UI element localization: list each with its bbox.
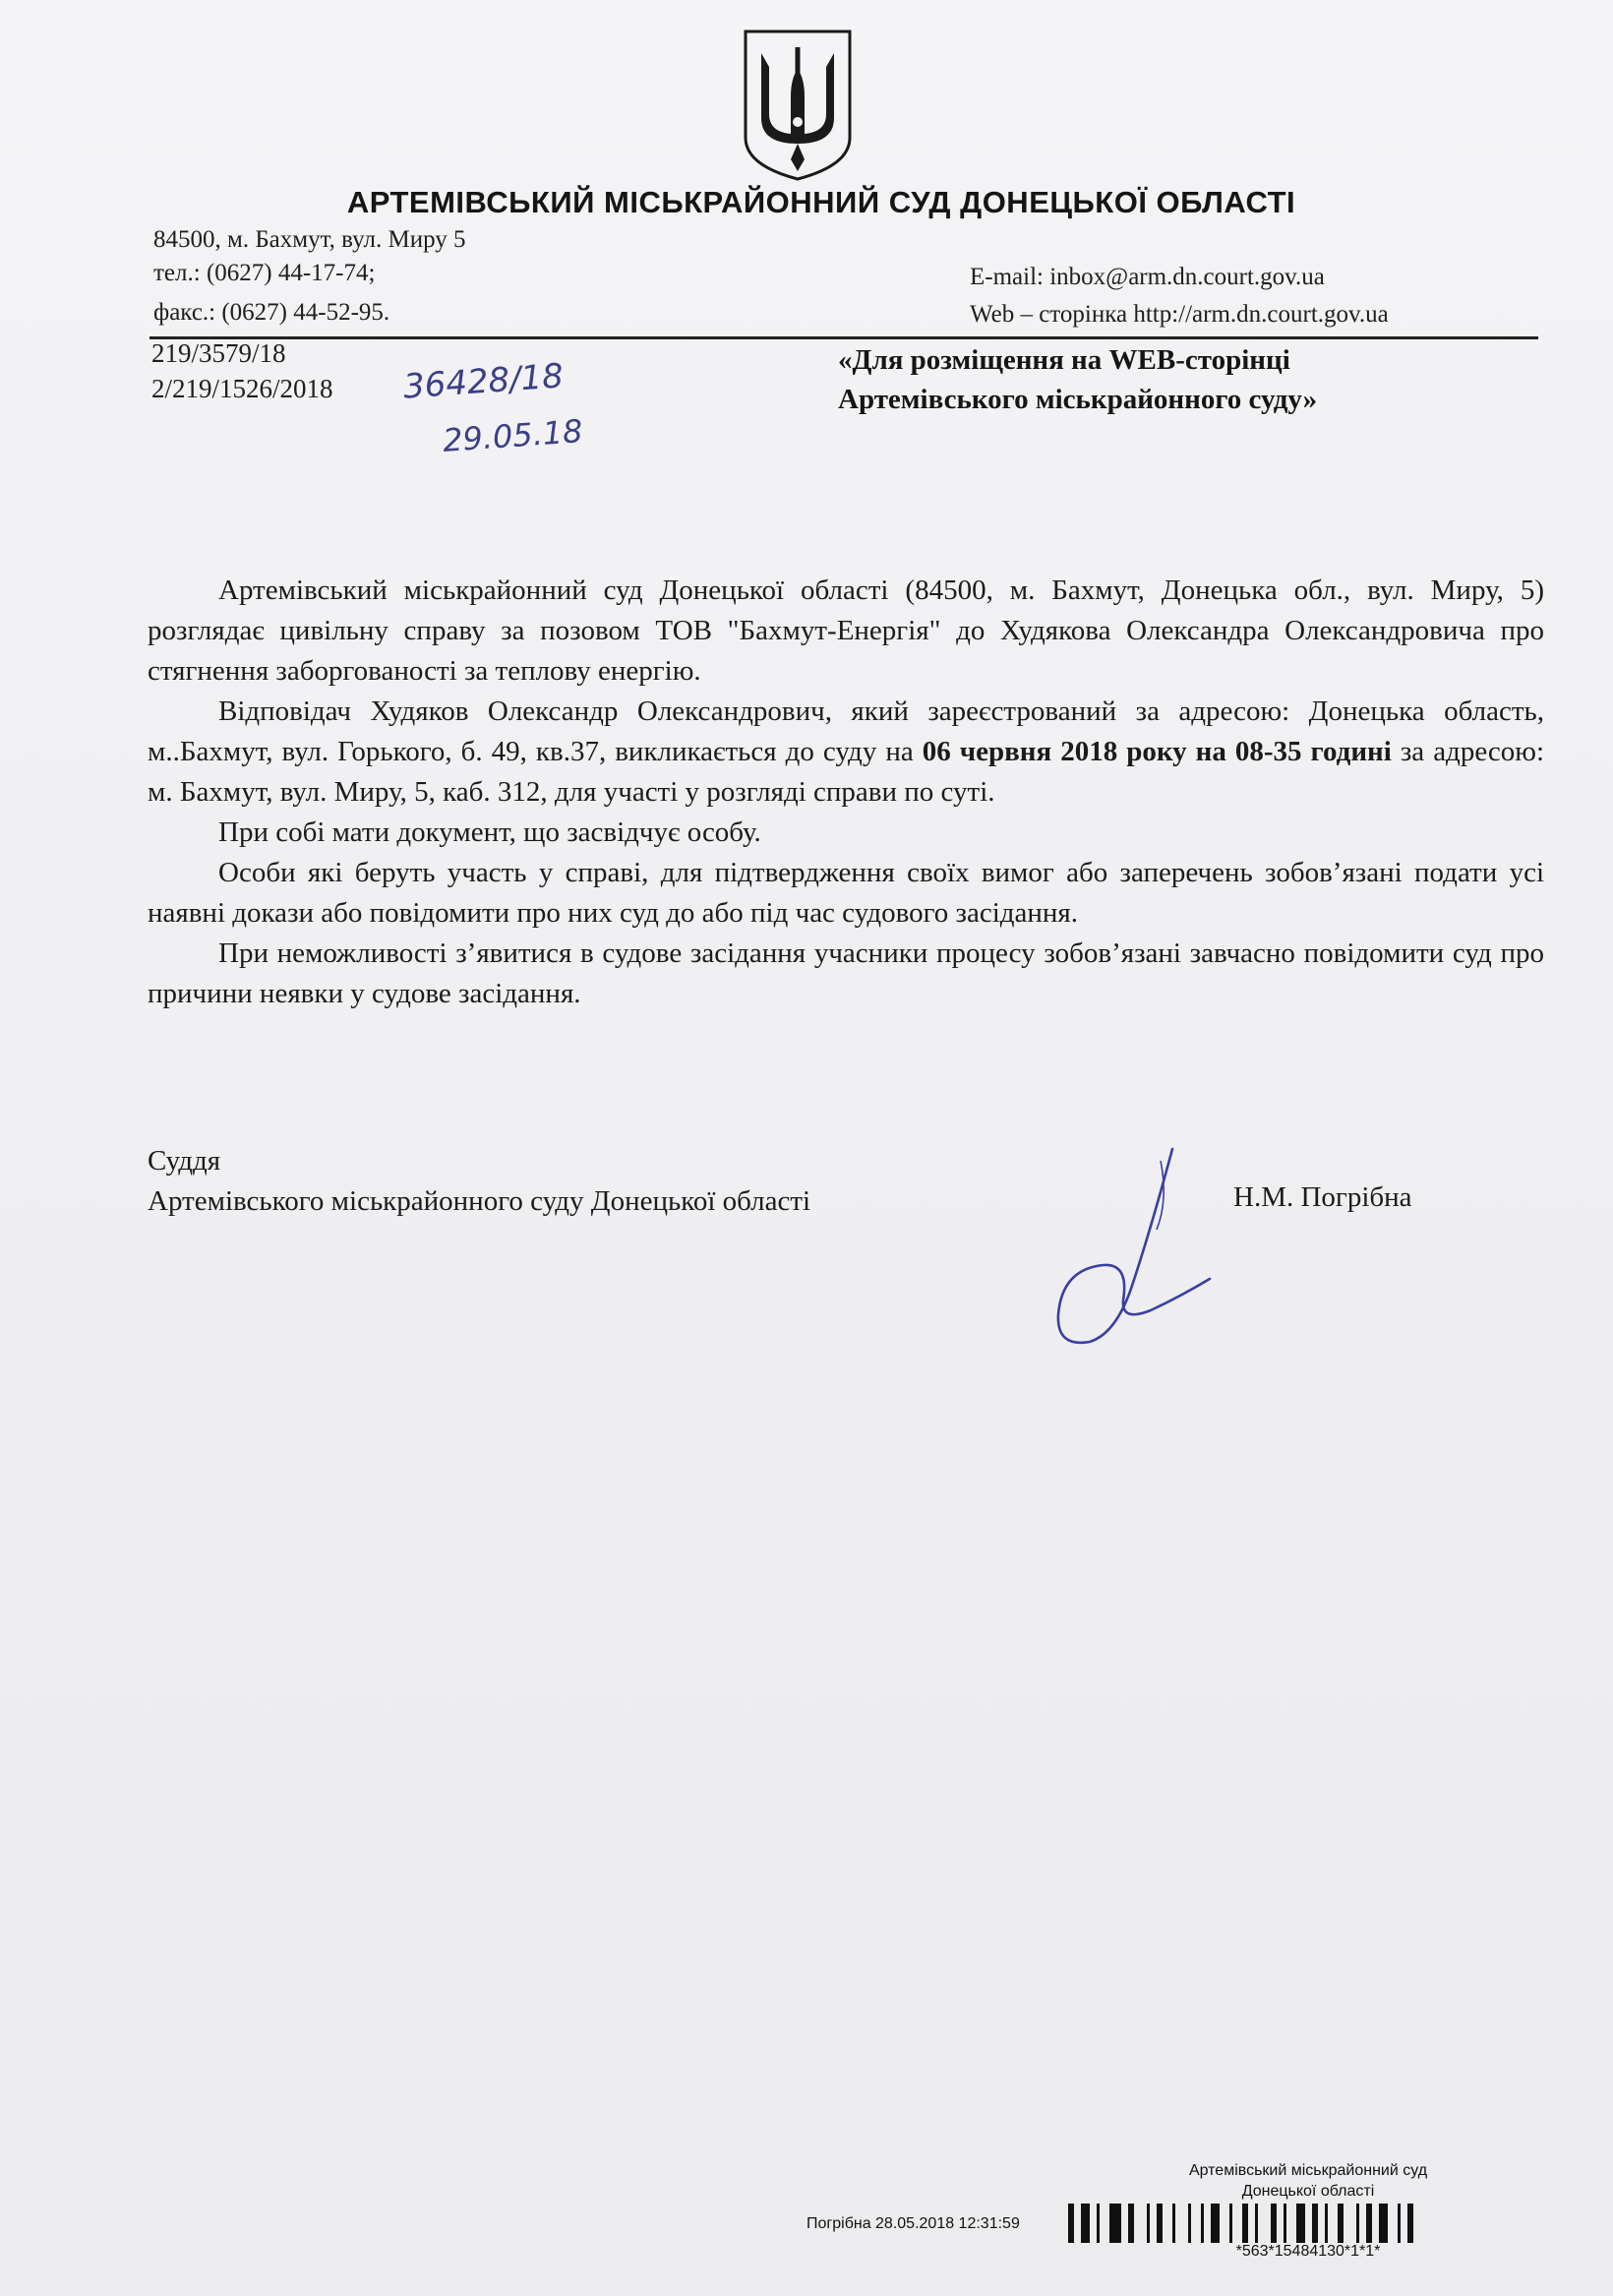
barcode-bar xyxy=(1097,2204,1100,2243)
paragraph-id-document: При собі мати документ, що засвідчує особу. xyxy=(218,816,761,848)
barcode-bar xyxy=(1284,2204,1286,2243)
barcode-bar xyxy=(1398,2204,1401,2243)
barcode-bar xyxy=(1081,2204,1090,2243)
court-phone: тел.: (0627) 44-17-74; xyxy=(153,260,376,286)
barcode-bar xyxy=(1147,2204,1150,2243)
registry-stamp-meta: Погрібна 28.05.2018 12:31:59 xyxy=(806,2215,1020,2232)
paragraph-summons: Відповідач Худяков Олександр Олександрович, який зареєстрований за адресою: Донецька область, м..Бахмут, вул. Горького, б. 49, кв.37, викликається до суду на 06 червня 2018 року на 08-35 годині за адресою: м. Бахмут, вул. Миру, 5, каб. 312, для участі у розгляді справи по суті. xyxy=(148,695,1545,808)
barcode-bar xyxy=(1296,2204,1305,2243)
barcode-bar xyxy=(1157,2204,1163,2243)
paragraph-absence: При неможливості з’явитися в судове засідання учасники процесу зобов’язані завчасно повідомити суд про причини неявки у судове засідання. xyxy=(148,937,1544,1009)
web-publication-note xyxy=(838,340,1317,419)
court-title: АРТЕМІВСЬКИЙ МІСЬКРАЙОННИЙ СУД ДОНЕЦЬКОЇ ОБЛАСТІ xyxy=(346,185,1296,219)
signatory-role: Суддя xyxy=(148,1145,221,1177)
web-note-line-2: Артемівського міськрайонного суду» xyxy=(838,384,1318,415)
barcode-bar xyxy=(1312,2204,1318,2243)
barcode-id: *563*15484130*1*1* xyxy=(1235,2243,1381,2260)
court-address: 84500, м. Бахмут, вул. Миру 5 xyxy=(153,226,466,253)
barcode-bar xyxy=(1211,2204,1220,2243)
handwritten-registration-number: 36428/18 xyxy=(401,356,566,407)
barcode-bar xyxy=(1271,2204,1277,2243)
stamp-court-line-1: Артемівський міськрайонний суд xyxy=(1188,2162,1428,2179)
barcode-bar xyxy=(1172,2204,1175,2243)
notice-body xyxy=(148,571,1544,1014)
proceeding-number: 2/219/1526/2018 xyxy=(151,374,333,403)
signatory-court: Артемівського міськрайонного суду Донецької області xyxy=(148,1185,811,1217)
barcode-bar xyxy=(1255,2204,1258,2243)
registry-barcode xyxy=(1068,2204,1548,2243)
barcode-bar xyxy=(1379,2204,1388,2243)
web-note-line-1: «Для розміщення на WEB-сторінці xyxy=(838,344,1290,376)
barcode-bar xyxy=(1188,2204,1191,2243)
barcode-bar xyxy=(1068,2204,1074,2243)
header-divider xyxy=(149,336,1538,339)
barcode-bar xyxy=(1201,2204,1204,2243)
signatory-block xyxy=(148,1141,810,1222)
court-website: Web – сторінка http://arm.dn.court.gov.ua xyxy=(970,301,1389,328)
hearing-date: 06 червня 2018 року на 08-35 годині xyxy=(922,736,1392,767)
stamp-court-line-2: Донецької області xyxy=(1241,2183,1375,2200)
barcode-bar xyxy=(1325,2204,1328,2243)
barcode-bar xyxy=(1366,2204,1372,2243)
trident-emblem-icon xyxy=(740,28,856,183)
judge-name: Н.М. Погрібна xyxy=(1233,1181,1412,1213)
paragraph-evidence: Особи які беруть участь у справі, для підтвердження своїх вимог або заперечень зобов’язані подати усі наявні докази або повідомити про них суд до або під час судового засідання. xyxy=(148,857,1544,929)
barcode-bar xyxy=(1109,2204,1121,2243)
barcode-bar xyxy=(1128,2204,1134,2243)
court-fax: факс.: (0627) 44-52-95. xyxy=(153,299,390,326)
registry-stamp-court xyxy=(1092,2160,1524,2202)
barcode-bar xyxy=(1229,2204,1232,2243)
barcode-bar xyxy=(1407,2204,1413,2243)
barcode-bar xyxy=(1338,2204,1344,2243)
court-email: E-mail: inbox@arm.dn.court.gov.ua xyxy=(970,264,1325,290)
barcode-bar xyxy=(1356,2204,1359,2243)
handwritten-signature xyxy=(1013,1141,1229,1348)
handwritten-registration-date: 29.05.18 xyxy=(441,412,584,459)
barcode-bar xyxy=(1242,2204,1248,2243)
case-number: 219/3579/18 xyxy=(151,338,286,368)
paragraph-case: Артемівський міськрайонний суд Донецької області (84500, м. Бахмут, Донецька обл., вул. Миру, 5) розглядає цивільну справу за позовом ТОВ "Бахмут-Енергія" до Худякова Олександра Олександровича про стягнення заборгованості за теплову енергію. xyxy=(148,574,1544,687)
